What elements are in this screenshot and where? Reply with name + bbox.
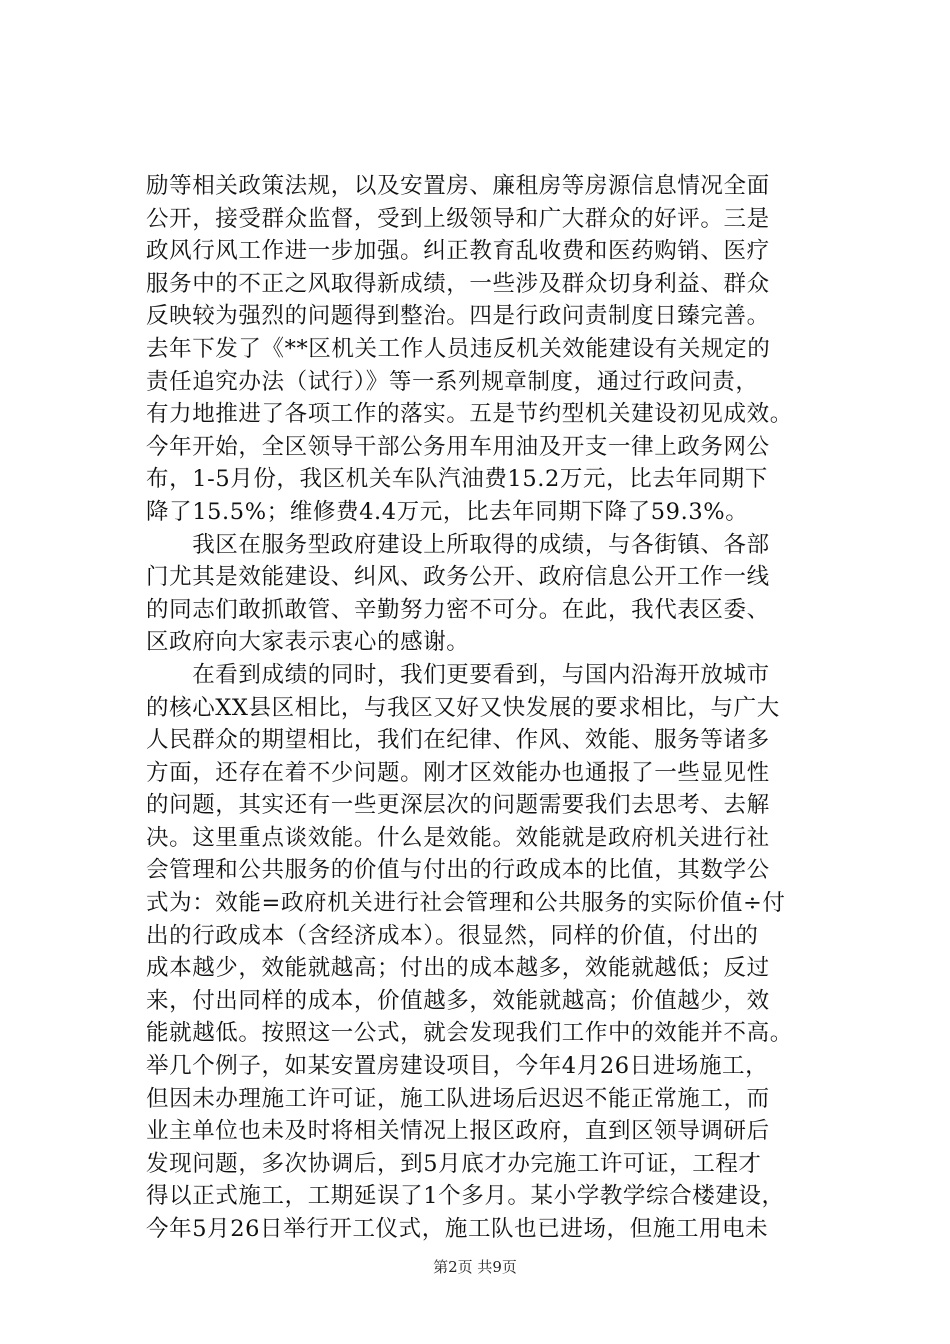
text-line: 会管理和公共服务的价值与付出的行政成本的比值，其数学公 [146, 857, 770, 884]
text-line: 式为：效能=政府机关进行社会管理和公共服务的实际价值÷付 [146, 890, 786, 917]
text-line: 的核心XX县区相比，与我区又好又快发展的要求相比，与广大 [146, 694, 780, 721]
text-line: 降了15.5%；维修费4.4万元，比去年同期下降了59.3%。 [146, 498, 749, 525]
text-line: 成本越少，效能就越高；付出的成本越多，效能就越低；反过 [146, 955, 770, 982]
page-footer [0, 1256, 950, 1277]
text-line: 责任追究办法（试行）》等一系列规章制度，通过行政问责， [146, 368, 759, 395]
text-line: 门尤其是效能建设、纠风、政务公开、政府信息公开工作一线 [146, 564, 770, 591]
text-line: 得以正式施工，工期延误了1个多月。某小学教学综合楼建设， [146, 1183, 785, 1210]
text-line: 有力地推进了各项工作的落实。五是节约型机关建设初见成效。 [146, 401, 793, 428]
text-line: 今年5月26日举行开工仪式，施工队也已进场，但施工用电未 [146, 1216, 769, 1242]
text-line: 的问题，其实还有一些更深层次的问题需要我们去思考、去解 [146, 792, 770, 819]
text-line: 人民群众的期望相比，我们在纪律、作风、效能、服务等诸多 [146, 727, 770, 754]
text-line: 反映较为强烈的问题得到整治。四是行政问责制度日臻完善。 [146, 303, 770, 330]
text-line: 政风行风工作进一步加强。纠正教育乱收费和医药购销、医疗 [146, 238, 770, 265]
body-text [146, 170, 846, 1246]
text-line: 公开，接受群众监督，受到上级领导和广大群众的好评。三是 [146, 205, 770, 232]
text-line: 今年开始，全区领导干部公务用车用油及开支一律上政务网公 [146, 433, 770, 460]
text-line: 励等相关政策法规，以及安置房、廉租房等房源信息情况全面 [146, 173, 770, 199]
text-line: 服务中的不正之风取得新成绩，一些涉及群众切身利益、群众 [146, 270, 770, 297]
text-line: 方面，还存在着不少问题。刚才区效能办也通报了一些显见性 [146, 759, 770, 786]
text-line: 来，付出同样的成本，价值越多，效能就越高；价值越少，效 [146, 987, 770, 1014]
text-line: 我区在服务型政府建设上所取得的成绩，与各街镇、各部 [146, 531, 770, 558]
text-line: 发现问题，多次协调后，到5月底才办完施工许可证，工程才 [146, 1150, 762, 1177]
text-line: 在看到成绩的同时，我们更要看到，与国内沿海开放城市 [146, 661, 770, 688]
text-line: 出的行政成本（含经济成本）。很显然，同样的价值，付出的 [146, 922, 759, 949]
page-number-label: 第2页 共9页 [433, 1258, 517, 1276]
text-line: 能就越低。按照这一公式，就会发现我们工作中的效能并不高。 [146, 1020, 793, 1047]
text-line: 区政府向大家表示衷心的感谢。 [146, 629, 470, 656]
text-line: 布，1-5月份，我区机关车队汽油费15.2万元，比去年同期下 [146, 466, 768, 493]
text-line: 举几个例子，如某安置房建设项目，今年4月26日进场施工， [146, 1053, 769, 1080]
text-line: 业主单位也未及时将相关情况上报区政府，直到区领导调研后 [146, 1118, 770, 1145]
text-line: 但因未办理施工许可证，施工队进场后迟迟不能正常施工，而 [146, 1085, 770, 1112]
text-line: 的同志们敢抓敢管、辛勤努力密不可分。在此，我代表区委、 [146, 596, 770, 623]
text-line: 决。这里重点谈效能。什么是效能。效能就是政府机关进行社 [146, 824, 770, 851]
text-line: 去年下发了《**区机关工作人员违反机关效能建设有关规定的 [146, 335, 771, 362]
